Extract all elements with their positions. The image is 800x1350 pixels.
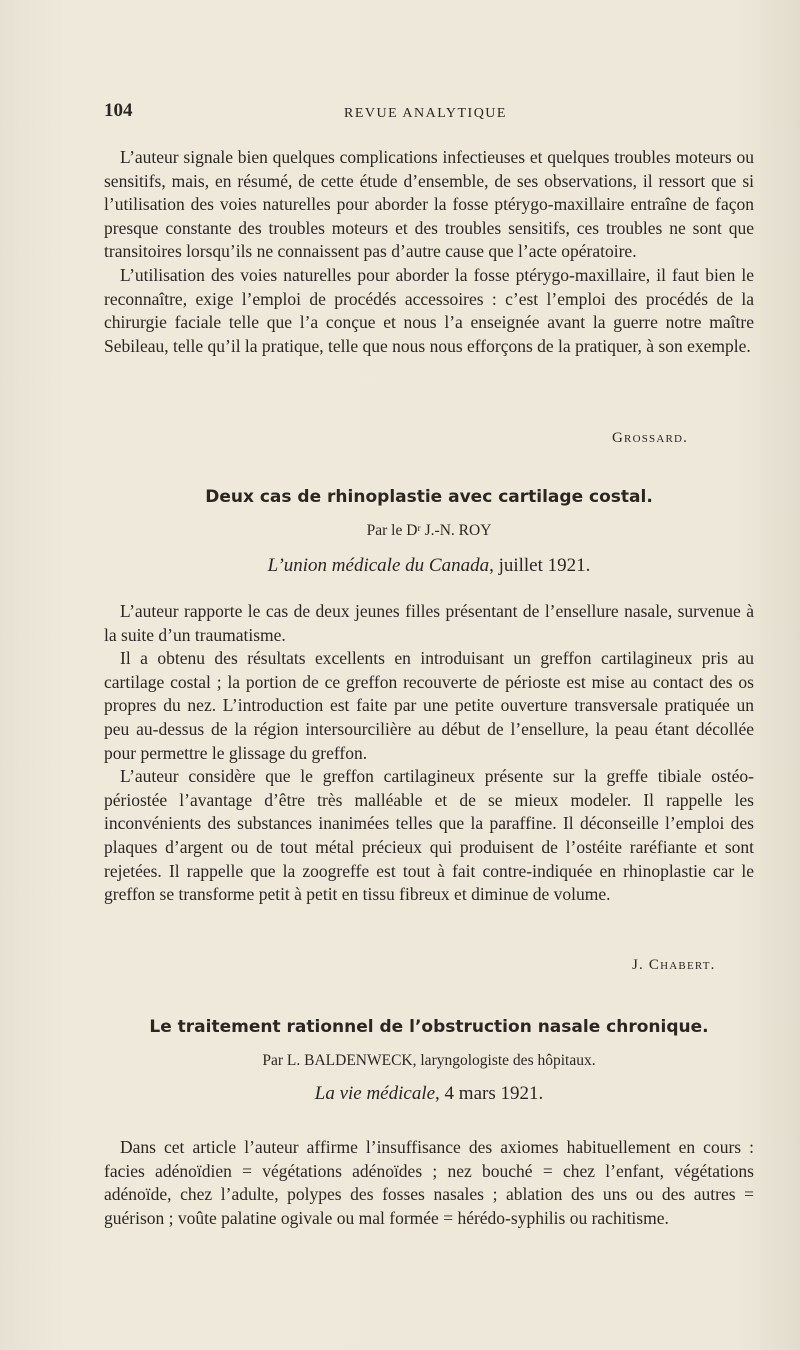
publication-date: , juillet 1921. (489, 555, 591, 576)
signature-grossard: Grossard. (612, 430, 689, 446)
journal-name: L’union médicale du Canada (267, 555, 490, 576)
paragraph: Il a obtenu des résultats excellents en introduisant un greffon cartilagineux pris au cartilage costal ; la portion de ce greffon recouverte de périoste est mise au contact des os propres du nez. L’introduction est faite par une petite ouverture transversale pratiquée un peu au-dessus de la région intersourcilière au début de l’ensellure, la peau étant décollée pour permettre le glissage du greffon. (104, 648, 754, 763)
article-body (104, 1136, 754, 1230)
paragraph: L’auteur rapporte le cas de deux jeunes filles présentant de l’ensellure nasale, survenue à la suite d’un traumatisme. (104, 601, 754, 645)
paragraph: L’auteur considère que le greffon cartilagineux présente sur la greffe tibiale ostéo-périostée l’avantage d’être très malléable et de se mieux modeler. Il rappelle les inconvénients des substances inanimées telles que la paraffine. Il déconseille l’emploi des plaques d’argent ou de tout métal précieux qui produisent de l’ostéite raréfiante et sont rejetées. Il rappelle que la zoogreffe est tout à fait contre-indiquée en rhinoplastie car le greffon se transforme petit à petit en tissu fibreux et diminue de volume. (104, 766, 754, 905)
signature-chabert: J. Chabert. (632, 957, 716, 973)
article-source (104, 1083, 754, 1105)
article-title: Le traitement rationnel de l’obstruction nasale chronique. (149, 1017, 709, 1037)
paragraph: L’auteur signale bien quelques complications infectieuses et quelques troubles moteurs ou sensitifs, mais, en résumé, de cette étude d’ensemble, de ses observations, il ressort que si l’utilisation des voies naturelles pour aborder la fosse ptérygo-maxillaire entraîne de façon presque constante des troubles moteurs et des troubles sensitifs, ces troubles ne sont que transitoires lorsqu’ils ne connaissent pas d’autre cause que l’acte opératoire. (104, 147, 754, 262)
article-byline: Par L. BALDENWECK, laryngologiste des hôpitaux. (262, 1052, 596, 1069)
page-header (104, 100, 754, 128)
publication-date: , 4 mars 1921. (435, 1083, 544, 1104)
page-number: 104 (104, 100, 133, 121)
intro-text (104, 146, 754, 358)
article-body (104, 600, 754, 907)
paragraph: Dans cet article l’auteur affirme l’insuffisance des axiomes habituellement en cours : facies adénoïdien = végétations adénoïdes ; nez bouché = chez l’enfant, végétations adénoïde, chez l’adulte, polypes des fosses nasales ; ablation des uns ou des autres = guérison ; voûte palatine ogivale ou mal formée = hérédo-syphilis ou rachitisme. (104, 1137, 754, 1228)
paragraph: L’utilisation des voies naturelles pour aborder la fosse ptérygo-maxillaire, il faut bien le reconnaître, exige l’emploi de procédés accessoires : c’est l’emploi des procédés de la chirurgie faciale telle que l’a conçue et nous l’a enseignée avant la guerre notre maître Sebileau, telle qu’il la pratique, telle que nous nous efforçons de la pratiquer, à son exemple. (104, 264, 754, 356)
article-byline: Par le Dʳ J.-N. ROY (366, 522, 492, 539)
journal-name: La vie médicale (314, 1083, 436, 1104)
running-head: REVUE ANALYTIQUE (344, 106, 507, 121)
article-source (104, 555, 754, 577)
article-title: Deux cas de rhinoplastie avec cartilage costal. (205, 487, 653, 507)
